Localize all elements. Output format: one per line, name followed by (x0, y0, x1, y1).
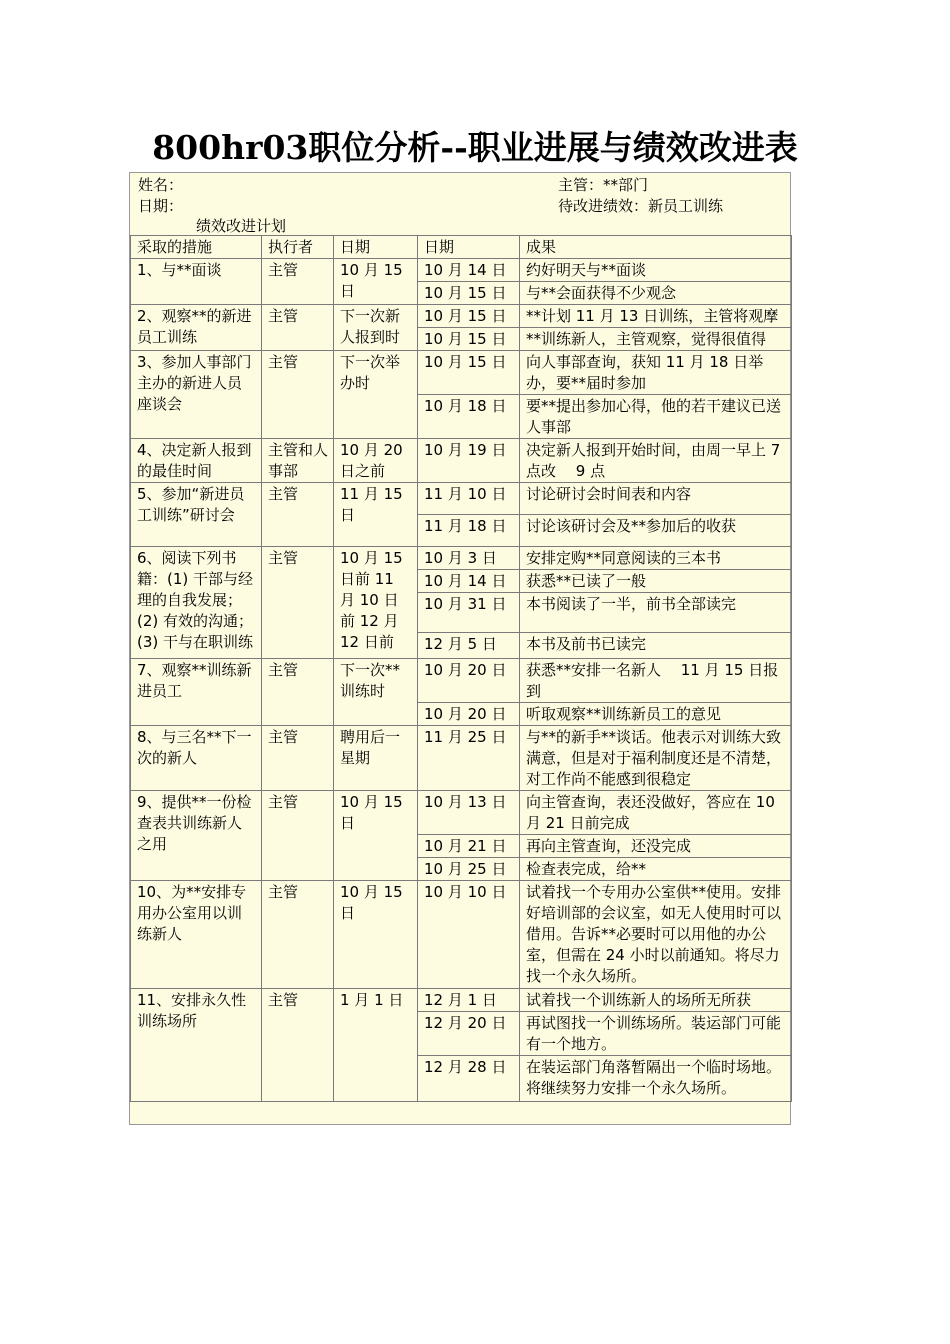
table-row (131, 483, 792, 515)
executor-cell: 主管 (262, 351, 334, 439)
outcome-cell: 要**提出参加心得，他的若干建议已送人事部 (520, 395, 792, 439)
planned-date-cell: 10 月 20 日之前 (334, 439, 418, 483)
action-cell: 9、提供**一份检查表共训练新人之用 (131, 791, 262, 881)
result-date-cell: 10 月 20 日 (418, 659, 520, 703)
table-row (131, 989, 792, 1012)
executor-cell: 主管 (262, 305, 334, 351)
result-date-cell: 10 月 31 日 (418, 593, 520, 633)
column-header-outcome: 成果 (520, 236, 792, 259)
planned-date-cell: 1 月 1 日 (334, 989, 418, 1102)
outcome-cell: 向主管查询，表还没做好，答应在 10 月 21 日前完成 (520, 791, 792, 835)
result-date-cell: 10 月 15 日 (418, 282, 520, 305)
outcome-cell: 试着找一个专用办公室供**使用。安排好培训部的会议室，如无人使用时可以借用。告诉**必要时可以用他的办公室，但需在 24 小时以前通知。将尽力找一个永久场所。 (520, 881, 792, 989)
result-date-cell: 10 月 20 日 (418, 703, 520, 726)
date-label: 日期： (138, 197, 184, 215)
outcome-cell: 再试图找一个训练场所。装运部门可能有一个地方。 (520, 1012, 792, 1056)
improvement-plan-table (130, 235, 792, 1102)
result-date-cell: 10 月 3 日 (418, 547, 520, 570)
result-date-cell: 10 月 19 日 (418, 439, 520, 483)
outcome-cell: 在装运部门角落暂隔出一个临时场地。将继续努力安排一个永久场所。 (520, 1056, 792, 1102)
action-cell: 3、参加人事部门主办的新进人员座谈会 (131, 351, 262, 439)
result-date-cell: 11 月 10 日 (418, 483, 520, 515)
executor-cell: 主管 (262, 881, 334, 989)
page-title: 800hr03职位分析--职业进展与绩效改进表 (152, 128, 798, 167)
column-header-planned-date: 日期 (334, 236, 418, 259)
outcome-cell: 获悉**已读了一般 (520, 570, 792, 593)
name-label: 姓名： (138, 176, 184, 194)
result-date-cell: 10 月 18 日 (418, 395, 520, 439)
action-cell: 7、观察**训练新进员工 (131, 659, 262, 726)
form-header (130, 173, 790, 235)
result-date-cell: 10 月 14 日 (418, 259, 520, 282)
result-date-cell: 11 月 18 日 (418, 515, 520, 547)
result-date-cell: 10 月 10 日 (418, 881, 520, 989)
form-footer-band (130, 1102, 790, 1122)
executor-cell: 主管 (262, 989, 334, 1102)
result-date-cell: 10 月 13 日 (418, 791, 520, 835)
action-cell: 8、与三名**下一次的新人 (131, 726, 262, 791)
outcome-cell: 本书阅读了一半，前书全部读完 (520, 593, 792, 633)
outcome-cell: 本书及前书已读完 (520, 633, 792, 659)
table-row (131, 659, 792, 703)
outcome-cell: 约好明天与**面谈 (520, 259, 792, 282)
action-cell: 6、阅读下列书籍：(1) 干部与经理的自我发展；(2) 有效的沟通；(3) 干与在职训练 (131, 547, 262, 659)
planned-date-cell: 11 月 15 日 (334, 483, 418, 547)
table-row (131, 547, 792, 570)
executor-cell: 主管 (262, 547, 334, 659)
outcome-cell: 再向主管查询，还没完成 (520, 835, 792, 858)
table-row (131, 259, 792, 282)
outcome-cell: **训练新人，主管观察，觉得很值得 (520, 328, 792, 351)
outcome-cell: 听取观察**训练新员工的意见 (520, 703, 792, 726)
outcome-cell: 与**的新手**谈话。他表示对训练大致满意，但是对于福利制度还是不清楚，对工作尚不能感到很稳定 (520, 726, 792, 791)
column-header-executor: 执行者 (262, 236, 334, 259)
action-cell: 4、决定新人报到的最佳时间 (131, 439, 262, 483)
planned-date-cell: 下一次新人报到时 (334, 305, 418, 351)
planned-date-cell: 下一次**训练时 (334, 659, 418, 726)
result-date-cell: 10 月 21 日 (418, 835, 520, 858)
executor-cell: 主管和人事部 (262, 439, 334, 483)
planned-date-cell: 10 月 15 日前 11 月 10 日前 12 月 12 日前 (334, 547, 418, 659)
table-body (131, 259, 792, 1102)
result-date-cell: 10 月 15 日 (418, 351, 520, 395)
improvement-form (129, 172, 791, 1125)
table-header-row (131, 236, 792, 259)
manager-label: 主管：**部门 (558, 176, 649, 194)
table-row (131, 351, 792, 395)
table-row (131, 439, 792, 483)
table-row (131, 881, 792, 989)
action-cell: 5、参加“新进员工训练”研讨会 (131, 483, 262, 547)
result-date-cell: 12 月 20 日 (418, 1012, 520, 1056)
table-row (131, 791, 792, 835)
action-cell: 1、与**面谈 (131, 259, 262, 305)
action-cell: 11、安排永久性训练场所 (131, 989, 262, 1102)
planned-date-cell: 聘用后一星期 (334, 726, 418, 791)
outcome-cell: 检查表完成，给** (520, 858, 792, 881)
executor-cell: 主管 (262, 259, 334, 305)
executor-cell: 主管 (262, 791, 334, 881)
outcome-cell: 获悉**安排一名新人 11 月 15 日报到 (520, 659, 792, 703)
result-date-cell: 12 月 1 日 (418, 989, 520, 1012)
outcome-cell: 向人事部查询，获知 11 月 18 日举办，要**届时参加 (520, 351, 792, 395)
result-date-cell: 11 月 25 日 (418, 726, 520, 791)
result-date-cell: 10 月 15 日 (418, 305, 520, 328)
outcome-cell: 试着找一个训练新人的场所无所获 (520, 989, 792, 1012)
plan-title: 绩效改进计划 (196, 217, 287, 235)
action-cell: 10、为**安排专用办公室用以训练新人 (131, 881, 262, 989)
result-date-cell: 10 月 25 日 (418, 858, 520, 881)
result-date-cell: 12 月 28 日 (418, 1056, 520, 1102)
planned-date-cell: 10 月 15 日 (334, 881, 418, 989)
target-performance-label: 待改进绩效：新员工训练 (558, 197, 724, 215)
table-row (131, 305, 792, 328)
planned-date-cell: 10 月 15 日 (334, 791, 418, 881)
executor-cell: 主管 (262, 483, 334, 547)
outcome-cell: 决定新人报到开始时间，由周一早上 7 点改 9 点 (520, 439, 792, 483)
outcome-cell: 讨论该研讨会及**参加后的收获 (520, 515, 792, 547)
table-row (131, 726, 792, 791)
executor-cell: 主管 (262, 659, 334, 726)
result-date-cell: 12 月 5 日 (418, 633, 520, 659)
outcome-cell: 讨论研讨会时间表和内容 (520, 483, 792, 515)
result-date-cell: 10 月 15 日 (418, 328, 520, 351)
column-header-action: 采取的措施 (131, 236, 262, 259)
result-date-cell: 10 月 14 日 (418, 570, 520, 593)
column-header-result-date: 日期 (418, 236, 520, 259)
planned-date-cell: 下一次举办时 (334, 351, 418, 439)
outcome-cell: 与**会面获得不少观念 (520, 282, 792, 305)
action-cell: 2、观察**的新进员工训练 (131, 305, 262, 351)
outcome-cell: **计划 11 月 13 日训练，主管将观摩 (520, 305, 792, 328)
planned-date-cell: 10 月 15 日 (334, 259, 418, 305)
outcome-cell: 安排定购**同意阅读的三本书 (520, 547, 792, 570)
executor-cell: 主管 (262, 726, 334, 791)
